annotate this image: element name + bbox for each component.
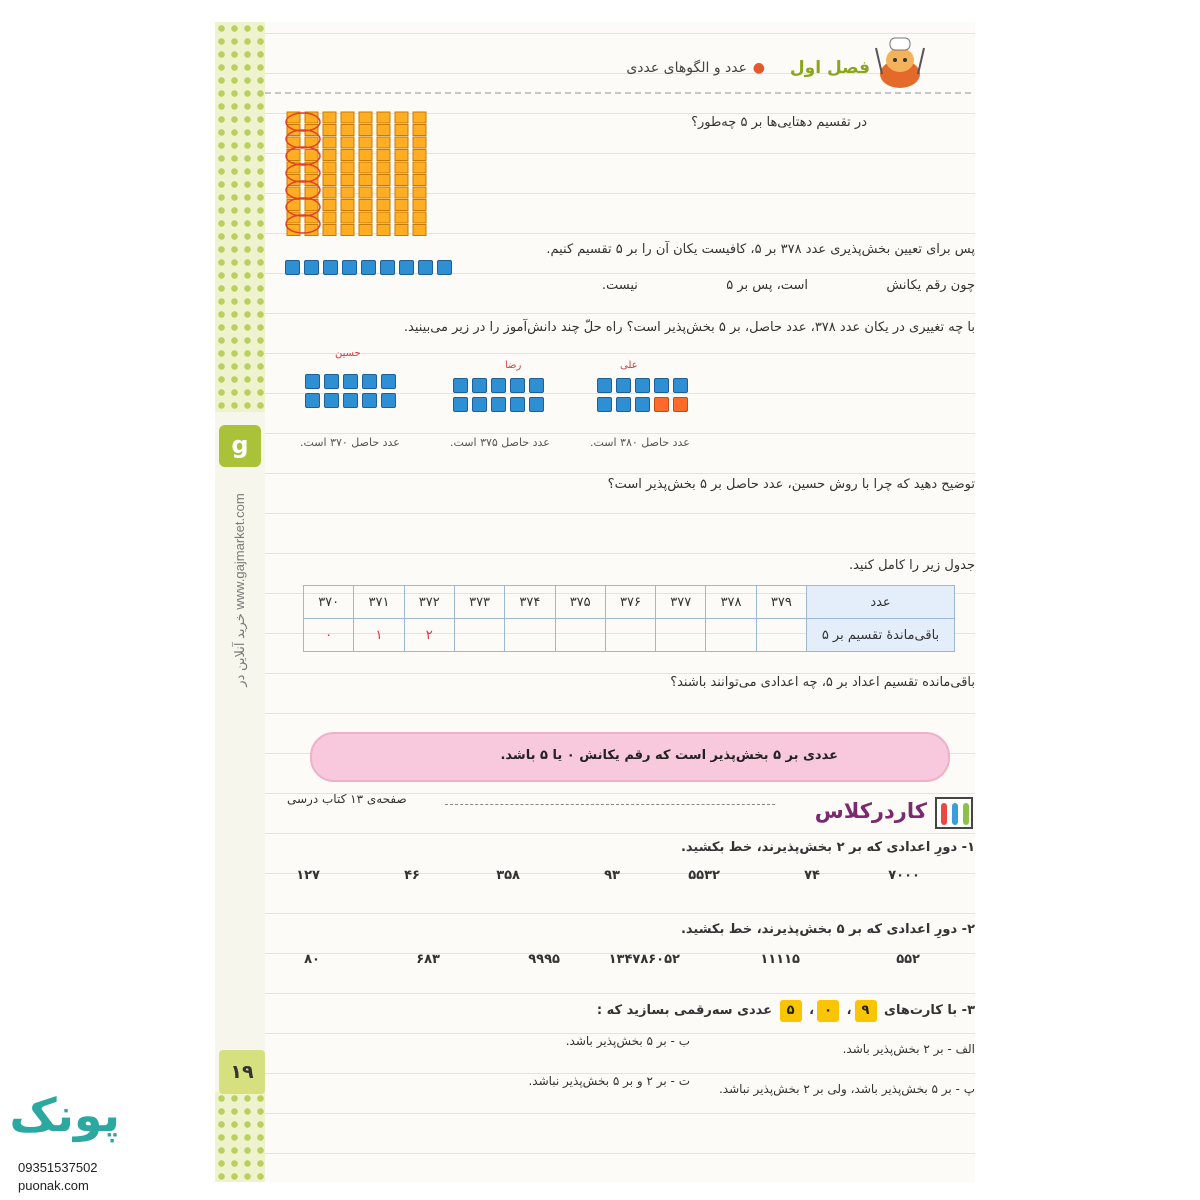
tens-rod-cell (377, 137, 390, 148)
unit-block (529, 378, 544, 393)
fill-unit-digit (602, 278, 975, 293)
units-blocks (285, 260, 452, 275)
unit-block (654, 397, 669, 412)
tens-rod-cell (395, 175, 408, 186)
exercise-2-numbers (280, 952, 920, 972)
tens-rod-cell (359, 225, 372, 236)
unit-block (673, 397, 688, 412)
table-cell-number: ۳۷۸ (706, 586, 756, 619)
tens-rod-cell (323, 162, 336, 173)
tens-rod-cell (341, 225, 354, 236)
table-cell-number: ۳۷۹ (756, 586, 806, 619)
table-cell-number: ۳۷۶ (605, 586, 655, 619)
exercise-number[interactable]: ۸۰ (304, 952, 320, 967)
tens-rod-cell (395, 137, 408, 148)
tens-rod-cell (413, 175, 426, 186)
hossein-result: عدد حاصل ۳۷۰ است. (300, 436, 400, 449)
tens-rod-cell (359, 125, 372, 136)
publisher-url-vertical: خرید آنلاین در www.gajmarket.com (232, 493, 247, 687)
digit-card: ۵ (780, 1000, 802, 1022)
unit-block (437, 260, 452, 275)
tens-rod-cell (287, 187, 300, 198)
page-number: ۱۹ (219, 1050, 265, 1094)
exercise-number[interactable]: ۵۵۲ (896, 952, 920, 967)
tens-rod-cell (413, 150, 426, 161)
tens-rod-cell (323, 150, 336, 161)
tens-rod-cell (287, 212, 300, 223)
unit-block (380, 260, 395, 275)
part-be: ب - بر ۵ بخش‌پذیر باشد. (565, 1034, 690, 1048)
tens-rod-cell (359, 162, 372, 173)
unit-block (635, 378, 650, 393)
unit-block (529, 397, 544, 412)
unit-block (418, 260, 433, 275)
table-cell-number: ۳۷۴ (505, 586, 555, 619)
ali-result: عدد حاصل ۳۸۰ است. (590, 436, 690, 449)
unit-block (472, 397, 487, 412)
rule-text: عددی بر ۵ بخش‌پذیر است که رقم یکانش ۰ یا ۵ باشد. (500, 748, 838, 763)
exercise-number[interactable]: ۱۱۱۱۵ (760, 952, 800, 967)
abacus-icon (935, 797, 973, 829)
puonak-logo: پونک (9, 1088, 120, 1142)
table-cell-remainder[interactable] (605, 619, 655, 652)
part-te: ت - بر ۲ و بر ۵ بخش‌پذیر نباشد. (528, 1074, 690, 1088)
part-alef: الف - بر ۲ بخش‌پذیر باشد. (842, 1042, 975, 1056)
part-pe: پ - بر ۵ بخش‌پذیر باشد، ولی بر ۲ بخش‌پذیر نباشد. (718, 1082, 975, 1096)
tens-rod-cell (341, 200, 354, 211)
table-cell-number: ۳۷۵ (555, 586, 605, 619)
tens-rod-cell (341, 175, 354, 186)
tens-rod-cell (395, 150, 408, 161)
rule-box (310, 732, 950, 782)
table-cell-remainder[interactable]: ۱ (354, 619, 404, 652)
exercise-number[interactable]: ۶۸۳ (416, 952, 440, 967)
remainder-table (303, 585, 955, 652)
side-pattern-top (215, 22, 265, 412)
student-name-reza: رضا (505, 360, 522, 371)
tens-rod-cell (341, 162, 354, 173)
tens-rod-cell (341, 112, 354, 123)
contact-site: puonak.com (18, 1178, 89, 1193)
fill-part-a: چون رقم یکانش (886, 278, 975, 293)
publisher-logo: g (219, 425, 261, 467)
tens-rod-cell (377, 200, 390, 211)
table-cell-remainder[interactable] (505, 619, 555, 652)
topic-title: عدد و الگوهای عددی (626, 60, 747, 76)
classwork-reference: صفحه‌ی ۱۳ کتاب درسی (287, 792, 407, 806)
tens-rod-cell (395, 225, 408, 236)
contact-phone: 09351537502 (18, 1160, 98, 1175)
tens-rod-cell (323, 175, 336, 186)
tens-rod-cell (395, 162, 408, 173)
table-instruction: جدول زیر را کامل کنید. (848, 558, 975, 573)
tens-rod-cell (341, 137, 354, 148)
tens-rod-cell (359, 137, 372, 148)
exercise-number[interactable]: ۷۰۰۰ (888, 868, 920, 883)
unit-block (324, 374, 339, 389)
tens-rod-cell (377, 162, 390, 173)
tens-rod-cell (341, 125, 354, 136)
exercise-number[interactable]: ۷۴ (804, 868, 820, 883)
tens-rod-cell (323, 137, 336, 148)
tens-rod-cell (413, 187, 426, 198)
tens-rod-cell (413, 225, 426, 236)
header-divider (265, 92, 975, 94)
unit-block (362, 393, 377, 408)
book-page (215, 22, 975, 1182)
reza-blocks (453, 378, 544, 412)
unit-block (305, 374, 320, 389)
tens-rod-cell (377, 150, 390, 161)
exercise-number[interactable]: ۹۳ (604, 868, 620, 883)
chef-mascot-icon (870, 30, 930, 92)
table-cell-remainder[interactable] (656, 619, 706, 652)
question-tens: در تقسیم دهتایی‌ها بر ۵ چه‌طور؟ (691, 115, 867, 130)
tens-rod-cell (323, 225, 336, 236)
tens-rod-cell (341, 150, 354, 161)
change-question: با چه تغییری در یکان عدد ۳۷۸، عدد حاصل، بر ۵ بخش‌پذیر است؟ راه حلّ چند دانش‌آموز را در زیر می‌بینید. (403, 320, 975, 335)
unit-block (343, 393, 358, 408)
student-name-hossein: حسین (335, 348, 361, 359)
ali-blocks (597, 378, 688, 412)
side-pattern-bottom (215, 1092, 265, 1182)
tens-rod-cell (377, 125, 390, 136)
student-name-ali: علی (620, 360, 638, 371)
reza-result: عدد حاصل ۳۷۵ است. (450, 436, 550, 449)
hossein-blocks (305, 374, 396, 408)
tens-rod-cell (395, 187, 408, 198)
unit-block (343, 374, 358, 389)
tens-rod-cell (323, 112, 336, 123)
unit-block (361, 260, 376, 275)
tens-rod-cell (359, 112, 372, 123)
tens-rod-cell (395, 200, 408, 211)
unit-block (472, 378, 487, 393)
exercise-3: ۳- با کارت‌های ۹، ۰، ۵ عددی سه‌رقمی بسازید که : (597, 1000, 975, 1022)
unit-block (635, 397, 650, 412)
row-header-number: عدد (807, 586, 955, 619)
table-cell-number: ۳۷۷ (656, 586, 706, 619)
tens-rods-figure (285, 110, 435, 240)
tens-rod-cell (305, 150, 318, 161)
unit-block (673, 378, 688, 393)
tens-rod-cell (359, 187, 372, 198)
unit-block (362, 374, 377, 389)
tens-rod-cell (395, 212, 408, 223)
unit-block (510, 397, 525, 412)
unit-block (597, 378, 612, 393)
table-cell-remainder[interactable]: ۰ (304, 619, 354, 652)
exercise-1-numbers (280, 868, 920, 888)
exercise-number[interactable]: ۱۲۷ (296, 868, 320, 883)
unit-block (342, 260, 357, 275)
exercise-3-part-a: ۳- با کارت‌های (884, 1003, 975, 1018)
unit-block (305, 393, 320, 408)
tens-rod-cell (377, 212, 390, 223)
tens-rod-cell (341, 212, 354, 223)
table-cell-remainder[interactable] (706, 619, 756, 652)
table-cell-remainder[interactable] (756, 619, 806, 652)
unit-block (510, 378, 525, 393)
tens-rod-cell (377, 175, 390, 186)
tens-rod-cell (323, 200, 336, 211)
unit-block (285, 260, 300, 275)
table-cell-number: ۳۷۲ (404, 586, 454, 619)
tens-rod-cell (359, 212, 372, 223)
unit-block (304, 260, 319, 275)
row-header-remainder: باقی‌ماندهٔ تقسیم بر ۵ (807, 619, 955, 652)
exercise-number[interactable]: ۱۳۴۷۸۶۰۵۲ (608, 952, 680, 967)
unit-block (491, 378, 506, 393)
unit-block (453, 378, 468, 393)
tens-rod-cell (413, 162, 426, 173)
table-cell-number: ۳۷۳ (454, 586, 504, 619)
unit-block (654, 378, 669, 393)
tens-rod-cell (413, 137, 426, 148)
unit-block (491, 397, 506, 412)
tens-rod-cell (413, 125, 426, 136)
unit-block (616, 378, 631, 393)
unit-block (399, 260, 414, 275)
chapter-title: فصل اول (789, 58, 870, 78)
tens-rod-cell (323, 187, 336, 198)
exercise-1: ۱- دورِ اعدادی که بر ۲ بخش‌پذیرند، خط بکشید. (680, 840, 975, 855)
fill-part-c: نیست. (601, 278, 638, 293)
tens-rod-cell (359, 175, 372, 186)
unit-block (597, 397, 612, 412)
fill-part-b: است، پس بر ۵ (726, 278, 809, 293)
tens-rod-cell (395, 112, 408, 123)
classwork-title: کاردرکلاس (814, 799, 927, 823)
exercise-number[interactable]: ۴۶ (404, 868, 420, 883)
tens-rod-cell (341, 187, 354, 198)
tens-rod-cell (359, 150, 372, 161)
table-cell-number: ۳۷۰ (304, 586, 354, 619)
tens-rod-cell (413, 112, 426, 123)
tens-rod-cell (323, 125, 336, 136)
tens-rod-cell (395, 125, 408, 136)
table-cell-number: ۳۷۱ (354, 586, 404, 619)
classwork-divider (445, 804, 775, 805)
explain-question: توضیح دهید که چرا با روش حسین، عدد حاصل بر ۵ بخش‌پذیر است؟ (607, 477, 975, 492)
tens-rod-cell (413, 212, 426, 223)
bullet-dot: ● (752, 60, 765, 76)
tens-rod-cell (377, 225, 390, 236)
unit-block (616, 397, 631, 412)
tens-rod-cell (377, 112, 390, 123)
exercise-number[interactable]: ۵۵۳۲ (688, 868, 720, 883)
exercise-number[interactable]: ۹۹۹۵ (528, 952, 560, 967)
tens-rod-cell (323, 212, 336, 223)
table-cell-remainder[interactable] (555, 619, 605, 652)
digit-card: ۹ (855, 1000, 877, 1022)
unit-block (324, 393, 339, 408)
remainder-question: باقی‌مانده تقسیم اعداد بر ۵، چه اعدادی می‌توانند باشند؟ (670, 675, 975, 690)
unit-block (381, 393, 396, 408)
exercise-number[interactable]: ۳۵۸ (496, 868, 520, 883)
tens-rod-cell (359, 200, 372, 211)
unit-block (453, 397, 468, 412)
unit-block (381, 374, 396, 389)
table-cell-remainder[interactable] (454, 619, 504, 652)
digit-card: ۰ (817, 1000, 839, 1022)
tens-rod-cell (377, 187, 390, 198)
exercise-2: ۲- دورِ اعدادی که بر ۵ بخش‌پذیرند، خط بکشید. (680, 922, 975, 937)
divisibility-step: پس برای تعیین بخش‌پذیری عدد ۳۷۸ بر ۵، کافیست یکان آن را بر ۵ تقسیم کنیم. (546, 242, 975, 257)
exercise-3-part-b: عددی سه‌رقمی بسازید که : (596, 1003, 773, 1018)
unit-block (323, 260, 338, 275)
tens-rod-cell (413, 200, 426, 211)
table-cell-remainder[interactable]: ۲ (404, 619, 454, 652)
